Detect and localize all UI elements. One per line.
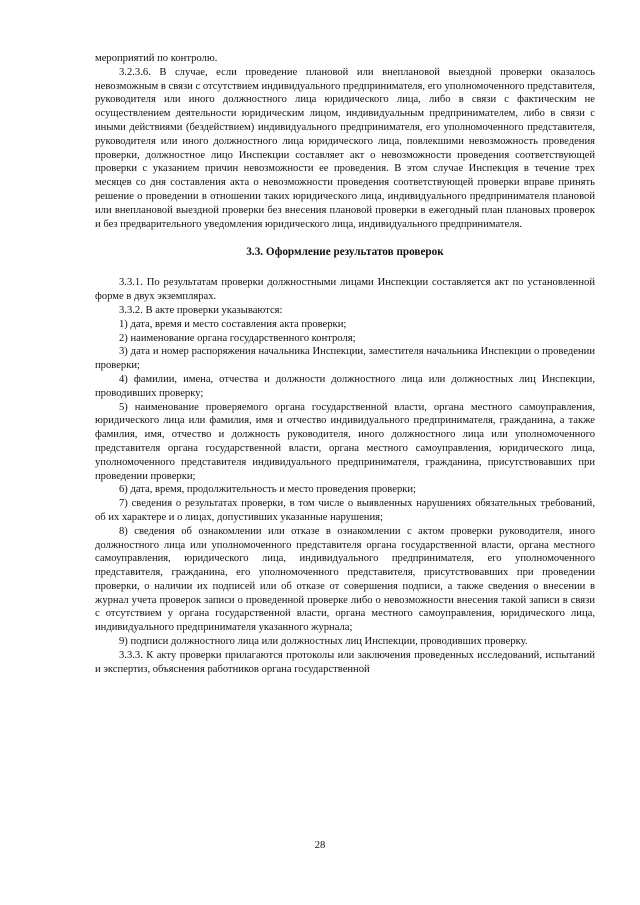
paragraph-intro: мероприятий по контролю. [95,53,218,64]
document-page [95,52,595,676]
list-item: 9) подписи должностного лица или должностных лиц Инспекции, проводивших проверку. [119,636,528,648]
list-item: 2) наименование органа государственного контроля; [119,332,356,344]
paragraph-3-3-1: 3.3.1. По результатам проверки должностными лицами Инспекции составляется акт по установленной форме в двух экземплярах. [95,277,595,303]
list-item: 7) сведения о результатах проверки, в том числе о выявленных нарушениях обязательных требований, об их характере и о лицах, допустивших указанные нарушения; [95,498,595,523]
list-item: 4) фамилии, имена, отчества и должности должностного лица или должностных лиц Инспекции, проводивших проверку; [95,373,595,399]
paragraph-3-3-3: 3.3.3. К акту проверки прилагаются протоколы или заключения проведенных исследований, испытаний и экспертиз, объяснения работников органа государственной [95,649,595,675]
section-heading: 3.3. Оформление результатов проверок [246,246,444,259]
list-item: 8) сведения об ознакомлении или отказе в ознакомлении с актом проверки руководителя, иного должностного лица или уполномоченного представителя органа государственной власти, органа местного самоуправления, юридического лица, индивидуального предпринимателя, его уполномоченного представителя, гражданина, его уполномоченного представителя, присутствовавших при проведении проверки, о наличии их подписей или об отказе от совершения подписи, а также сведения о внесении в журнал учета проверок записи о проведенной проверке либо о невозможности внесения такой записи в связи с отсутствием у органа государственной власти, органа местного самоуправления, юридического лица, индивидуального предпринимателя указанного журнала; [95,525,595,634]
page-number: 28 [314,840,326,851]
list-item: 3) дата и номер распоряжения начальника Инспекции, заместителя начальника Инспекции о проведении проверки; [95,346,595,372]
paragraph-3-3-2: 3.3.2. В акте проверки указываются: [119,304,283,316]
list-item: 6) дата, время, продолжительность и место проведения проверки; [119,484,416,496]
paragraph-3-2-3-6: 3.2.3.6. В случае, если проведение плановой или внеплановой выездной проверки оказалось невозможным в связи с отсутствием индивидуального предпринимателя, его уполномоченного представителя, руководителя или иного должностного лица юридического лица, либо в связи с фактическим не осуществлением деятельности юридическим лицом, индивидуальным предпринимателем, либо в связи с иными действиями (бездействием) индивидуального предпринимателя, его уполномоченного представителя, руководителя или иного должностного лица юридического лица, повлекшими невозможность проведения проверки, должностное лицо Инспекции составляет акт о невозможности проведения соответствующей проверки с указанием причин невозможности ее проведения. В этом случае Инспекция в течение трех месяцев со дня составления акта о невозможности проведения соответствующей проверки вправе принять решение о проведении в отношении таких юридического лица, индивидуального предпринимателя плановой или внеплановой выездной проверки без внесения плановой проверки в ежегодный план плановых проверок и без предварительного уведомления юридического лица, индивидуального предпринимателя. [95,66,595,230]
list-item: 5) наименование проверяемого органа государственной власти, органа местного самоуправления, юридического лица или фамилия, имя и отчество индивидуального предпринимателя, гражданина, а также фамилия, имя, отчество и должность руководителя, иного должностного лица или уполномоченного представителя органа государственной власти, органа местного самоуправления, юридического лица, уполномоченного представителя индивидуального предпринимателя, гражданина, присутствовавших при проведении проверки; [95,401,595,482]
list-item: 1) дата, время и место составления акта проверки; [119,318,347,330]
